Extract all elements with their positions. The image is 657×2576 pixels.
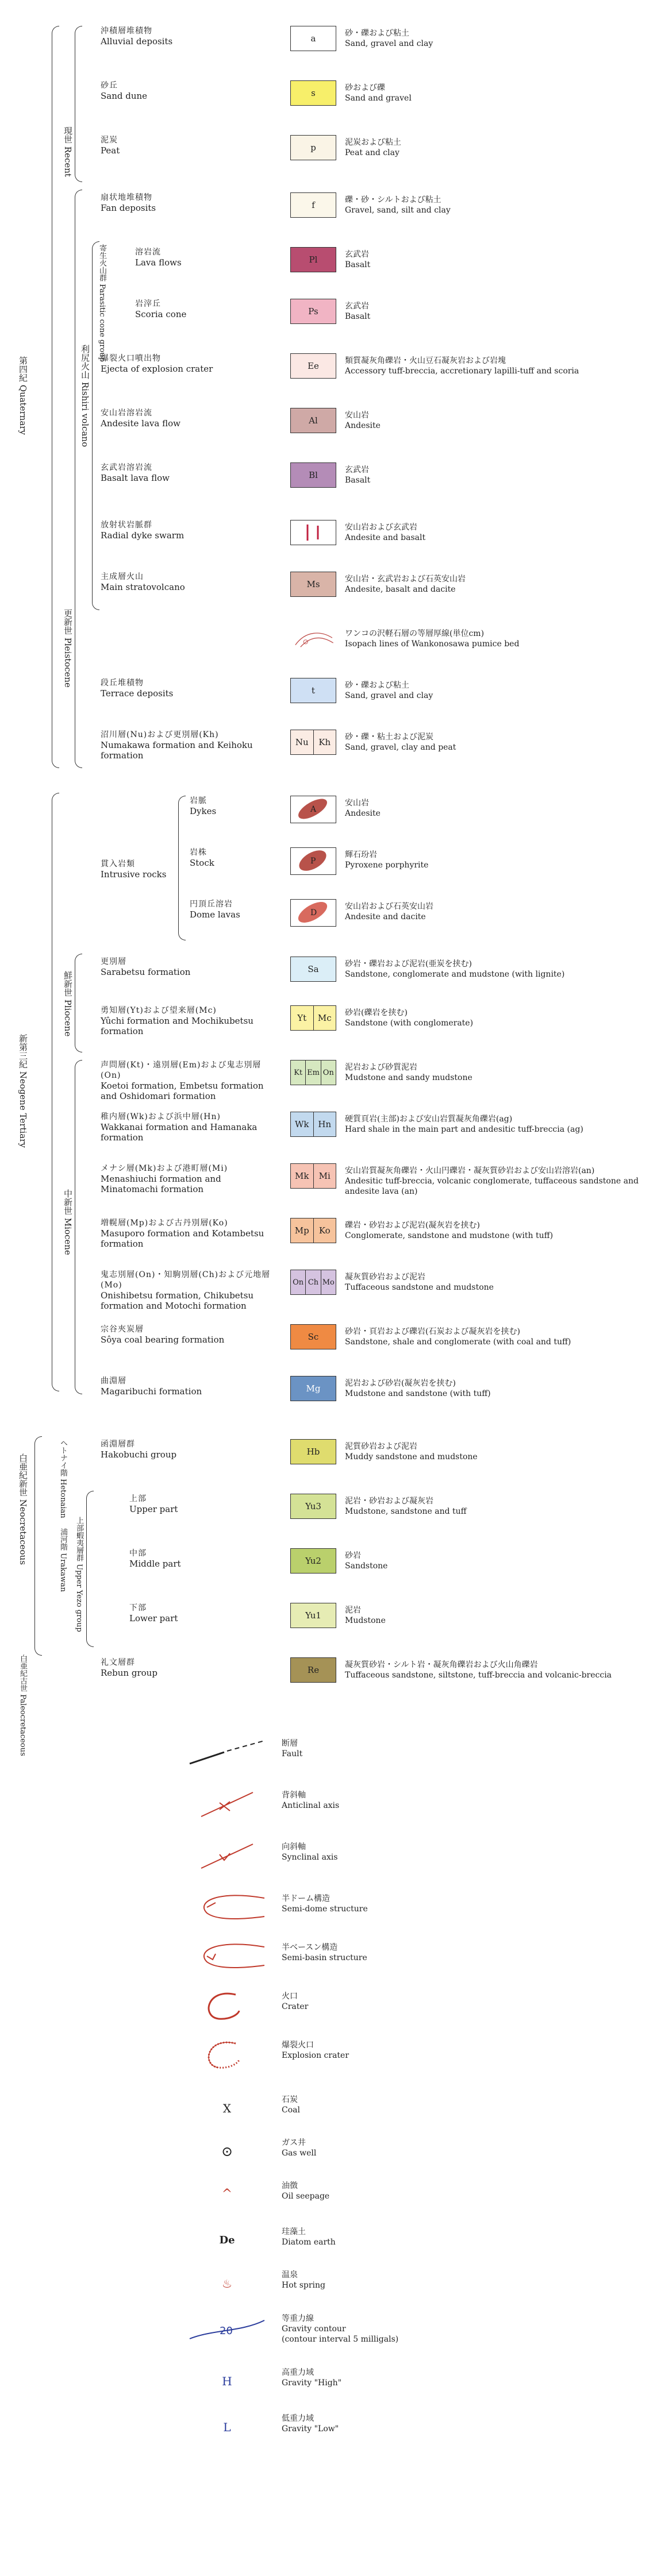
pleistocene-label: 更新世 Pleistocene: [63, 609, 73, 688]
symbol-label: 温泉 Hot spring: [282, 2270, 326, 2290]
symbol-label: 低重力域 Gravity "Low": [282, 2414, 339, 2434]
unit-row: [0, 730, 657, 776]
unit-desc: 泥岩・砂岩および凝灰岩 Mudstone, sandstone and tuff: [345, 1497, 467, 1516]
unit-box: Sa: [290, 957, 336, 982]
unit-box: Hb: [290, 1439, 336, 1464]
hot-spring-icon: ♨: [222, 2277, 232, 2290]
intrusive-label: 貫入岩類 Intrusive rocks: [101, 859, 167, 880]
unit-box: s: [290, 80, 336, 106]
miocene-label: 中新世 Miocene: [63, 1189, 73, 1255]
unit-name: 更別層 Sarabetsu formation: [101, 957, 191, 977]
unit-box: Yt Mc: [290, 1005, 336, 1031]
symbol-label: 半ベースン構造 Semi-basin structure: [282, 1943, 367, 1962]
unit-name: 岩株 Stock: [190, 848, 214, 868]
unit-row: [0, 1548, 657, 1594]
unit-box: Bl: [290, 462, 336, 488]
gravity-contour-icon: [184, 2312, 270, 2347]
unit-box: Al: [290, 408, 336, 433]
unit-name: 放射状岩脈群 Radial dyke swarm: [101, 520, 185, 541]
isopach-symbol: [290, 626, 336, 651]
symbol-label: 背斜軸 Anticlinal axis: [282, 1791, 340, 1810]
unit-name: 上部 Upper part: [129, 1494, 178, 1514]
dykes-symbol: [290, 796, 336, 823]
unit-box: Ps: [290, 299, 336, 324]
symbol-row: [0, 1988, 657, 2028]
unit-name: 声問層(Kt)・遠別層(Em)および鬼志別層(On) Koetoi formation, Embetsu formation and Oshidomari formation: [101, 1061, 264, 1101]
symbol-label: 向斜軸 Synclinal axis: [282, 1842, 338, 1862]
symbol-row: [0, 1939, 657, 1979]
unit-desc: 砂岩(礫岩を挟む) Sandstone (with conglomerate): [345, 1008, 474, 1028]
intrusive-row: [0, 847, 657, 893]
parasitic-label: 寄生火山群 Parasitic cone group: [98, 244, 106, 363]
unit-desc: 砂および礫 Sand and gravel: [345, 83, 412, 103]
symbol-label: 等重力線 Gravity contour (contour interval 5 milligals): [282, 2314, 399, 2344]
unit-desc: 安山岩および玄武岩 Andesite and basalt: [345, 523, 426, 542]
symbol-row: [0, 2364, 657, 2404]
unit-desc: 類質凝灰角礫岩・火山豆石凝灰岩および岩塊 Accessory tuff-breccia, accretionary lapilli-tuff and scoria: [345, 356, 579, 376]
unit-name: 玄武岩溶岩流 Basalt lava flow: [101, 463, 170, 483]
unit-box: a: [290, 26, 336, 51]
pliocene-label: 鮮新世 Pliocene: [63, 971, 73, 1037]
unit-name: 礼文層群 Rebun group: [101, 1658, 157, 1678]
unit-name: 爆裂火口噴出物 Ejecta of explosion crater: [101, 354, 213, 374]
unit-row: [0, 1163, 657, 1209]
unit-desc: 砂・礫および粘土 Sand, gravel and clay: [345, 681, 433, 700]
unit-box: Ms: [290, 572, 336, 597]
symbol-label: 断層 Fault: [282, 1739, 303, 1759]
stock-symbol: [290, 847, 336, 875]
semi-dome-icon: [184, 1890, 270, 1925]
unit-name: 岩脈 Dykes: [190, 796, 217, 816]
unit-name: 沼川層(Nu)および更別層(Kh) Numakawa formation and Keihoku formation: [101, 730, 253, 761]
unit-name: 稚内層(Wk)および浜中層(Hn) Wakkanai formation and Hamanaka formation: [101, 1112, 258, 1143]
unit-row: [0, 299, 657, 345]
symbol-row: [0, 2266, 657, 2307]
paleocretaceous-label: 白亜紀古世 Paleocretaceous: [18, 1655, 27, 1756]
symbol-row: [0, 2134, 657, 2174]
unit-desc: 凝灰質砂岩・シルト岩・凝灰角礫岩および火山角礫岩 Tuffaceous sandstone, siltstone, tuff-breccia and volcanic-breccia: [345, 1660, 612, 1680]
intrusive-row: [0, 796, 657, 842]
unit-desc: 泥岩および砂質泥岩 Mudstone and sandy mudstone: [345, 1063, 472, 1082]
unit-name: 増幌層(Mp)および古丹別層(Ko) Masuporo formation and Kotambetsu formation: [101, 1218, 264, 1249]
unit-name: 安山岩溶岩流 Andesite lava flow: [101, 408, 180, 429]
gravity-low-icon: L: [223, 2420, 231, 2434]
unit-box: Mg: [290, 1376, 336, 1401]
unit-row: [0, 135, 657, 181]
hetonaian-label: ヘトナイ階 Hetonaian: [59, 1439, 67, 1518]
unit-box: t: [290, 678, 336, 703]
neocretaceous-label: 白亜紀新世 Neocretaceous: [18, 1453, 28, 1565]
unit-desc: ワンコの沢軽石層の等層厚線(単位cm) Isopach lines of Wankonosawa pumice bed: [345, 629, 520, 649]
unit-desc: 泥質砂岩および泥岩 Muddy sandstone and mudstone: [345, 1442, 478, 1461]
svg-text:P: P: [310, 857, 316, 866]
unit-box: Yu2: [290, 1548, 336, 1574]
unit-desc: 安山岩 Andesite: [345, 411, 381, 430]
unit-desc: 玄武岩 Basalt: [345, 465, 371, 485]
unit-desc: 凝灰質砂岩および泥岩 Tuffaceous sandstone and mudstone: [345, 1272, 494, 1292]
unit-name: 溶岩流 Lava flows: [135, 248, 182, 268]
unit-row: [0, 1439, 657, 1485]
unit-desc: 玄武岩 Basalt: [345, 250, 371, 269]
urakawan-label: 浦河階 Urakawan: [59, 1528, 67, 1592]
unit-box: Pl: [290, 247, 336, 272]
unit-name: 宗谷夾炭層 Sôya coal bearing formation: [101, 1325, 225, 1345]
symbol-label: 石炭 Coal: [282, 2095, 300, 2115]
unit-row: [0, 1324, 657, 1370]
semi-basin-icon: [184, 1939, 270, 1973]
unit-name: 砂丘 Sand dune: [101, 81, 148, 101]
syncline-icon: [184, 1838, 270, 1873]
oil-seepage-icon: ^: [221, 2187, 233, 2201]
unit-name: 函淵層群 Hakobuchi group: [101, 1440, 177, 1460]
gas-well-icon: ⊙: [221, 2143, 233, 2159]
unit-desc: 泥炭および粘土 Peat and clay: [345, 138, 401, 157]
coal-icon: X: [222, 2101, 232, 2115]
symbol-row: [0, 1890, 657, 1930]
unit-row: [0, 1494, 657, 1540]
unit-row: [0, 1218, 657, 1264]
rishiri-label: 利尻火山 Rishiri volcano: [80, 345, 90, 448]
symbol-label: 高重力域 Gravity "High": [282, 2368, 342, 2388]
unit-name: 段丘堆積物 Terrace deposits: [101, 678, 174, 699]
unit-name: 中部 Middle part: [129, 1549, 181, 1569]
symbol-row: [0, 2177, 657, 2218]
unit-desc: 泥岩 Mudstone: [345, 1606, 386, 1625]
unit-box: Yu3: [290, 1494, 336, 1519]
unit-row: [0, 1376, 657, 1422]
diatom-icon: De: [219, 2234, 235, 2246]
unit-name: 勇知層(Yt)および望来層(Mc) Yûchi formation and Mochikubetsu formation: [101, 1006, 253, 1036]
unit-desc: 礫岩・砂岩および泥岩(凝灰岩を挟む) Conglomerate, sandstone and mudstone (with tuff): [345, 1221, 554, 1240]
unit-row: [0, 1657, 657, 1703]
gravity-contour-label: 20: [220, 2325, 233, 2337]
unit-box: Yu1: [290, 1603, 336, 1628]
unit-name: 主成層火山 Main stratovolcano: [101, 572, 185, 592]
unit-name: 沖積層堆積物 Alluvial deposits: [101, 26, 173, 47]
unit-box: Ee: [290, 353, 336, 379]
unit-box: p: [290, 135, 336, 160]
unit-name: メナシ層(Mk)および港町層(Mi) Menashiuchi formation and Minatomachi formation: [101, 1164, 228, 1194]
unit-desc: 泥岩および砂岩(凝灰岩を挟む) Mudstone and sandstone (with tuff): [345, 1379, 491, 1398]
unit-row: [0, 408, 657, 454]
unit-desc: 砂岩・礫岩および泥岩(亜炭を挟む) Sandstone, conglomerate and mudstone (with lignite): [345, 959, 565, 979]
unit-desc: 砂岩 Sandstone: [345, 1551, 388, 1571]
unit-row: [0, 1112, 657, 1158]
unit-row: [0, 626, 657, 672]
unit-name: 円頂丘溶岩 Dome lavas: [190, 900, 240, 920]
gravity-high-icon: H: [222, 2374, 232, 2388]
symbol-label: 珪藻土 Diatom earth: [282, 2227, 336, 2247]
svg-text:A: A: [310, 805, 317, 814]
unit-name: 鬼志別層(On)・知駒別層(Ch)および元地層(Mo) Onishibetsu formation, Chikubetsu formation and Motochi formation: [101, 1270, 271, 1311]
crater-icon: [184, 1988, 270, 2022]
recent-label: 現世 Recent: [63, 126, 73, 177]
symbol-label: 火口 Crater: [282, 1992, 309, 2011]
symbol-row: [0, 1838, 657, 1879]
unit-row: [0, 1603, 657, 1649]
unit-name: 岩滓丘 Scoria cone: [135, 299, 187, 319]
symbol-row: [0, 2037, 657, 2077]
unit-row: [0, 1060, 657, 1106]
unit-box: Wk Hn: [290, 1112, 336, 1137]
unit-row: [0, 26, 657, 72]
svg-text:D: D: [310, 908, 317, 917]
upper-yezo-label: 上部蝦夷層群 Upper Yezo group: [75, 1517, 83, 1632]
symbol-label: 爆裂火口 Explosion crater: [282, 2041, 349, 2060]
unit-desc: 安山岩・玄武岩および石英安山岩 Andesite, basalt and dacite: [345, 574, 466, 594]
symbol-label: ガス井 Gas well: [282, 2138, 317, 2158]
unit-desc: 安山岩 Andesite: [345, 799, 381, 818]
unit-desc: 輝石玢岩 Pyroxene porphyrite: [345, 850, 429, 870]
unit-name: 下部 Lower part: [129, 1603, 178, 1624]
symbol-label: 油徴 Oil seepage: [282, 2181, 330, 2201]
unit-row: [0, 192, 657, 238]
unit-desc: 砂・礫・粘土および泥炭 Sand, gravel, clay and peat: [345, 732, 456, 752]
unit-box: Nu Kh: [290, 730, 336, 755]
explosion-crater-icon: [184, 2037, 270, 2071]
unit-desc: 礫・砂・シルトおよび粘土 Gravel, sand, silt and clay: [345, 195, 451, 215]
unit-name: 泥炭 Peat: [101, 136, 120, 156]
unit-box: Sc: [290, 1324, 336, 1349]
symbol-row: [0, 1787, 657, 1827]
unit-name: 扇状地堆積物 Fan deposits: [101, 193, 156, 213]
symbol-row: [0, 2410, 657, 2450]
symbol-label: 半ドーム構造 Semi-dome structure: [282, 1894, 368, 1914]
unit-box: Mk Mi: [290, 1163, 336, 1189]
unit-box: On Ch Mo: [290, 1270, 336, 1295]
unit-box: f: [290, 192, 336, 218]
dome-symbol: [290, 899, 336, 927]
unit-desc: 硬質頁岩(主部)および安山岩質凝灰角礫岩(ag) Hard shale in the main part and andesitic tuff-breccia (ag): [345, 1115, 583, 1134]
unit-desc: 安山岩質凝灰角礫岩・火山円礫岩・凝灰質砂岩および安山岩溶岩(an) Andesitic tuff-breccia, volcanic conglomerate, tuffaceous sandstone and andesite lava (an): [345, 1166, 639, 1196]
unit-desc: 砂岩・頁岩および礫岩(石炭および凝灰岩を挟む) Sandstone, shale and conglomerate (with coal and tuff): [345, 1327, 571, 1347]
symbol-row: [0, 2312, 657, 2353]
symbol-row: [0, 1735, 657, 1775]
neogene-label: 新第三紀 Neogene Tertiary: [18, 1034, 28, 1148]
unit-desc: 安山岩および石英安山岩 Andesite and dacite: [345, 902, 433, 921]
unit-desc: 玄武岩 Basalt: [345, 302, 371, 321]
unit-row: [0, 1270, 657, 1316]
unit-row: [0, 1005, 657, 1051]
unit-row: [0, 572, 657, 618]
unit-desc: 砂・礫および粘土 Sand, gravel and clay: [345, 29, 433, 48]
unit-row: [0, 520, 657, 566]
unit-row: [0, 80, 657, 126]
quaternary-label: 第四紀 Quaternary: [18, 356, 28, 435]
unit-box: Kt Em On: [290, 1060, 336, 1085]
symbol-row: [0, 2223, 657, 2263]
symbol-row: [0, 2091, 657, 2131]
unit-row: [0, 462, 657, 508]
unit-box: Re: [290, 1657, 336, 1683]
anticline-icon: [184, 1787, 270, 1821]
unit-row: [0, 247, 657, 293]
fault-icon: [184, 1735, 270, 1769]
intrusive-row: [0, 899, 657, 945]
unit-row: [0, 957, 657, 1002]
unit-box: Mp Ko: [290, 1218, 336, 1243]
unit-row: [0, 353, 657, 399]
unit-row: [0, 678, 657, 724]
dyke-swarm-symbol: [290, 520, 336, 545]
unit-name: 曲淵層 Magaribuchi formation: [101, 1376, 202, 1397]
